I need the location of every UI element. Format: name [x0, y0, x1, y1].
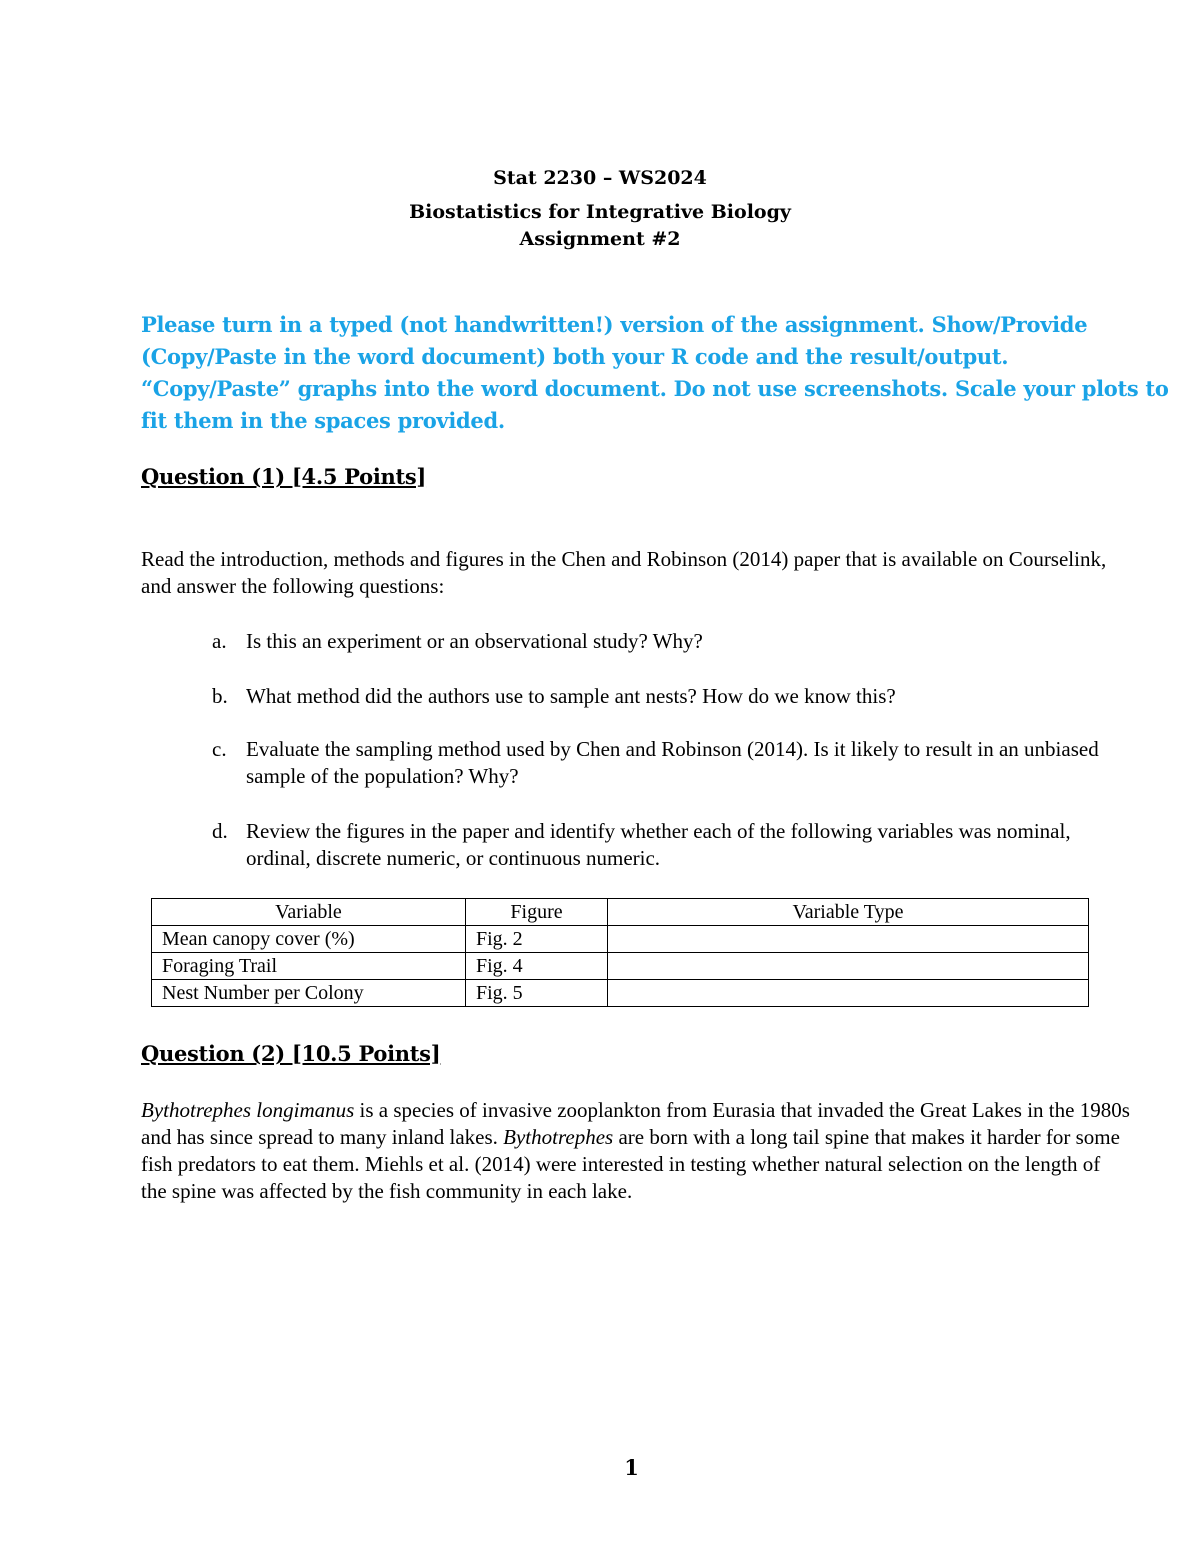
- instruction-line: Please turn in a typed (not handwritten!) version of the assignment. Show/Provide: [141, 312, 1088, 337]
- table-cell: Foraging Trail: [152, 953, 466, 980]
- table-header-cell: Variable: [152, 899, 466, 926]
- table-cell: Mean canopy cover (%): [152, 926, 466, 953]
- table-row: [152, 953, 1089, 980]
- table-cell-answer[interactable]: [608, 926, 1089, 953]
- question-1-intro: Read the introduction, methods and figures in the Chen and Robinson (2014) paper that is available on Courselink, and answer the following questions:: [141, 547, 1107, 598]
- course-title: Stat 2230 – WS2024: [493, 167, 707, 189]
- table-cell: Fig. 5: [466, 980, 608, 1007]
- table-cell: Nest Number per Colony: [152, 980, 466, 1007]
- instruction-line: fit them in the spaces provided.: [141, 408, 505, 433]
- assignment-title: Assignment #2: [519, 228, 681, 250]
- submission-instructions: [141, 309, 1169, 437]
- list-item-letter: c.: [212, 737, 227, 761]
- paragraph-text: is a species of invasive zooplankton from Eurasia that invaded the Great Lakes in the 1980s and has since spread to many inland lakes.: [141, 1098, 1130, 1149]
- table-cell: Fig. 2: [466, 926, 608, 953]
- table-cell-answer[interactable]: [608, 953, 1089, 980]
- instruction-line: (Copy/Paste in the word document) both your R code and the result/output.: [141, 344, 1009, 369]
- species-name: Bythotrephes longimanus: [141, 1098, 355, 1122]
- question-2-paragraph: [141, 1097, 1131, 1205]
- list-item-letter: d.: [212, 819, 228, 843]
- list-item-text: Review the figures in the paper and identify whether each of the following variables was nominal, ordinal, discrete numeric, or continuous numeric.: [246, 819, 1071, 870]
- list-item-text: Is this an experiment or an observational study? Why?: [246, 629, 703, 653]
- list-item-text: What method did the authors use to sample ant nests? How do we know this?: [246, 684, 896, 708]
- variable-table: [151, 898, 1089, 1007]
- list-item-text: Evaluate the sampling method used by Chen and Robinson (2014). Is it likely to result in an unbiased sample of the population? Why?: [246, 737, 1099, 788]
- list-item-letter: b.: [212, 684, 228, 708]
- instruction-line: “Copy/Paste” graphs into the word document. Do not use screenshots. Scale your plots to: [141, 376, 1169, 401]
- table-header-cell: Figure: [466, 899, 608, 926]
- table-cell-answer[interactable]: [608, 980, 1089, 1007]
- course-subtitle: Biostatistics for Integrative Biology: [409, 201, 791, 223]
- page-number: 1: [624, 1455, 639, 1480]
- question-2-heading: Question (2) [10.5 Points]: [141, 1041, 441, 1066]
- table-row: [152, 980, 1089, 1007]
- list-item-letter: a.: [212, 629, 227, 653]
- table-row: [152, 926, 1089, 953]
- question-1-heading: Question (1) [4.5 Points]: [141, 464, 427, 489]
- table-cell: Fig. 4: [466, 953, 608, 980]
- paragraph-text: are born with a long tail spine that makes it harder for some fish predators to eat them. Miehls et al. (2014) were interested in testing whether natural selection on the length of the spine was affected by the fish community in each lake.: [141, 1125, 1120, 1203]
- genus-name: Bythotrephes: [503, 1125, 614, 1149]
- table-header-row: [152, 899, 1089, 926]
- table-header-cell: Variable Type: [608, 899, 1089, 926]
